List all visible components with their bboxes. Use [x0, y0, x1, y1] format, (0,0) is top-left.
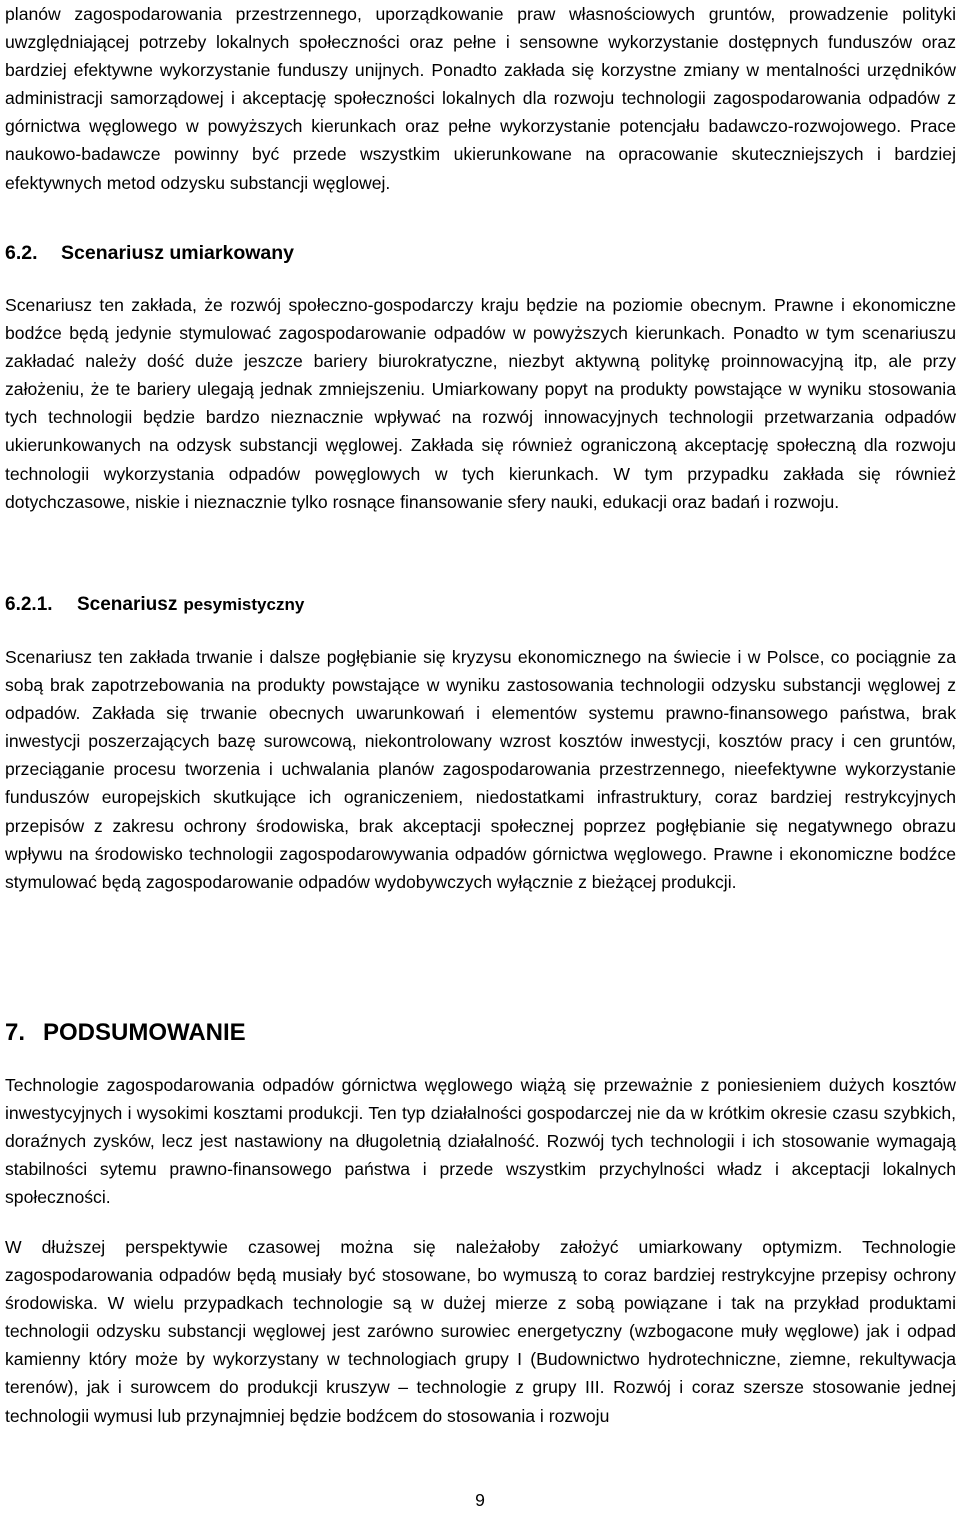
- section-6-2-title: Scenariusz umiarkowany: [61, 242, 295, 264]
- section-6-2-1-title-main: Scenariusz: [77, 594, 178, 615]
- section-7-paragraph-2: W dłuższej perspektywie czasowej można się należałoby założyć umiarkowany optymizm. Technologie zagospodarowania odpadów będą musiały być stosowane, bo wymuszą to coraz bardziej restrykcyjne przepisy ochrony środowiska. W wielu przypadkach technologie są w dużej mierze z sobą powiązane i tak na przykład produktami technologii odzysku substancji węglowej jest zarówno surowiec energetyczny (wzbogacone muły węglowe) jak i odpad kamienny który może by wykorzystany w technologiach grupy I (Budownictwo hydrotechniczne, ziemne, rekultywacja terenów), jak i surowcem do produkcji kruszyw – technologie z grupy III. Rozwój i coraz szersze stosowanie jednej technologii wymusi lub przynajmniej będzie bodźcem do stosowania i rozwoju: [5, 1237, 956, 1426]
- section-7-title: PODSUMOWANIE: [43, 1019, 246, 1046]
- section-6-2-1-heading: [5, 594, 304, 616]
- section-7-heading: [5, 1019, 246, 1047]
- section-7-number: 7.: [5, 1019, 26, 1046]
- intro-paragraph: planów zagospodarowania przestrzennego, uporządkowanie praw własnościowych gruntów, prowadzenie polityki uwzględniającej potrzeby lokalnych społeczności oraz pełne i sensowne wykorzystanie dostępnych funduszów oraz bardziej efektywne wykorzystanie funduszy unijnych. Ponadto zakłada się korzystne zmiany w mentalności urzędników administracji samorządowej i akceptację społeczności lokalnych dla rozwoju technologii zagospodarowania odpadów z górnictwa węglowego w powyższych kierunkach oraz pełne wykorzystanie potencjału badawczo-rozwojowego. Prace naukowo-badawcze powinny być przede wszystkim ukierunkowane na opracowanie skuteczniejszych i bardziej efektywnych metod odzysku substancji węglowej.: [5, 4, 956, 193]
- section-6-2-1-title-rest: pesymistyczny: [183, 595, 305, 614]
- section-7-paragraph-1: Technologie zagospodarowania odpadów górnictwa węglowego wiążą się przeważnie z poniesieniem dużych kosztów inwestycyjnych i wysokimi kosztami produkcji. Ten typ działalności gospodarczej nie da w krótkim okresie czasu szybkich, doraźnych zysków, lecz jest nastawiony na długoletnią działalność. Rozwój tych technologii i ich stosowanie wymagają stabilności sytemu prawno-finansowego państwa i przede wszystkim przychylności władz i akceptacji lokalnych społeczności.: [5, 1075, 956, 1208]
- page-number: 9: [475, 1490, 485, 1510]
- section-6-2-1-number: 6.2.1.: [5, 594, 53, 615]
- section-6-2-paragraph: Scenariusz ten zakłada, że rozwój społeczno-gospodarczy kraju będzie na poziomie obecnym. Prawne i ekonomiczne bodźce będą jedynie stymulować zagospodarowanie odpadów w powyższych kierunkach. Ponadto w tym scenariuszu zakładać należy dość duże jeszcze bariery biurokratyczne, niezbyt aktywną politykę proinnowacyjną itp, ale przy założeniu, że te bariery ulegają jednak zmniejszeniu. Umiarkowany popyt na produkty powstające w wyniku stosowania tych technologii będzie bardzo nieznacznie wpływać na rozwój innowacyjnych technologii przetwarzania odpadów ukierunkowanych na odzysk substancji węglowej. Zakłada się również ograniczoną akceptację społeczną dla rozwoju technologii wykorzystania odpadów powęglowych w tych kierunkach. W tym przypadku zakłada się również dotychczasowe, niskie i nieznacznie tylko rosnące finansowanie sfery nauki, edukacji oraz badań i rozwoju.: [5, 295, 956, 512]
- section-6-2-heading: [5, 242, 294, 265]
- section-6-2-1-paragraph: Scenariusz ten zakłada trwanie i dalsze pogłębianie się kryzysu ekonomicznego na świecie i w Polsce, co pociągnie za sobą brak zapotrzebowania na produkty powstające w wyniku zastosowania technologii odzysku substancji węglowej z odpadów. Zakłada się trwanie obecnych uwarunkowań i elementów systemu prawno-finansowego państwa, brak inwestycji poszerzających bazę surowcową, niekontrolowany wzrost kosztów inwestycji, kosztów pracy i cen gruntów, przeciąganie procesu tworzenia i uchwalania planów zagospodarowania przestrzennego, nieefektywne wykorzystanie funduszów europejskich skutkujące ich ograniczeniem, niedostatkami infrastruktury, coraz bardziej restrykcyjnych przepisów z zakresu ochrony środowiska, brak akceptacji społecznej poprzez pogłębianie się negatywnego obrazu wpływu na środowisko technologii zagospodarowywania odpadów górnictwa węglowego. Prawne i ekonomiczne bodźce stymulować będą zagospodarowanie odpadów wydobywczych wyłącznie z bieżącej produkcji.: [5, 647, 956, 892]
- section-6-2-number: 6.2.: [5, 242, 38, 264]
